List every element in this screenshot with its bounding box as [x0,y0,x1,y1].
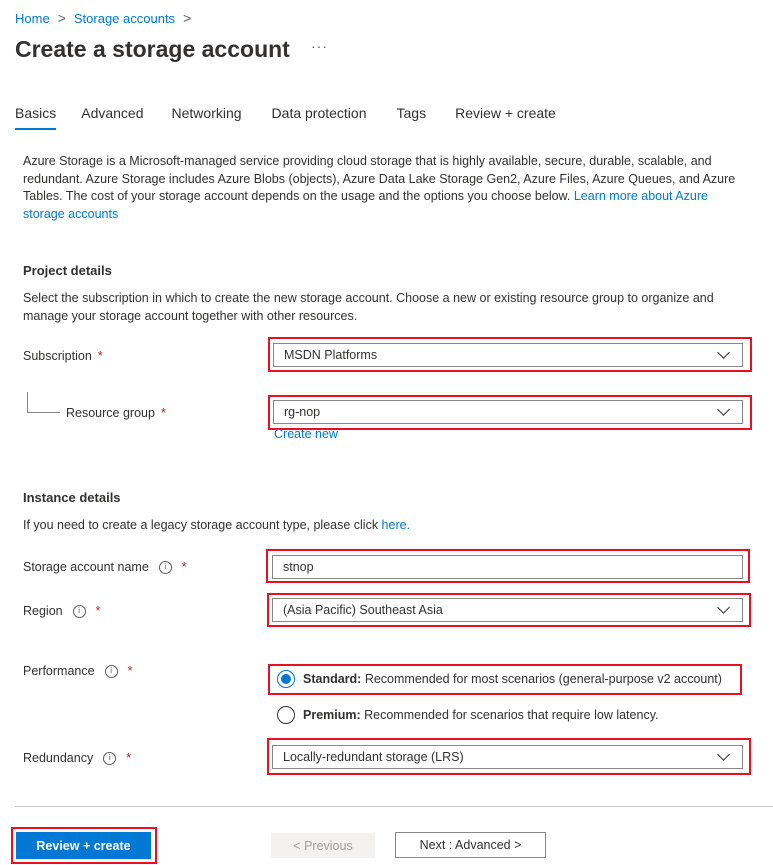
performance-standard-option[interactable] [277,670,722,688]
resource-group-label-text: Resource group [66,406,155,420]
redundancy-dropdown[interactable] [272,745,743,769]
radio-unchecked-icon [277,706,295,724]
required-mark: * [126,751,132,765]
chevron-down-icon [717,748,730,761]
intro-text: Azure Storage is a Microsoft-managed service providing cloud storage that is highly available, secure, durable, scalable, and redundant. Azure Storage includes Azure Blobs (objects), Azure Data Lake Storage Gen2, Azure Files, Azure Queues, and Azure Tables. The cost of your storage account depends on the usage and the options you choose below. [23,154,736,203]
region-value: (Asia Pacific) Southeast Asia [283,603,443,617]
region-label-text: Region [23,604,63,618]
instance-details-heading: Instance details [23,490,121,505]
subscription-label-text: Subscription [23,349,92,363]
premium-label: Premium: Recommended for scenarios that require low latency. [303,708,659,722]
info-icon[interactable]: i [105,665,118,678]
tab-basics[interactable]: Basics [15,105,56,130]
storage-account-name-label [23,560,187,574]
footer-divider [15,806,773,807]
region-dropdown[interactable] [272,598,743,622]
intro-description [23,153,748,223]
page-title: Create a storage account [15,36,290,62]
info-icon[interactable]: i [159,561,172,574]
tree-connector [27,392,60,413]
subscription-value: MSDN Platforms [284,348,378,362]
chevron-right-icon: > [183,10,192,26]
create-new-link[interactable]: Create new [274,427,338,441]
review-create-button[interactable]: Review + create [16,832,151,859]
resource-group-label [66,406,166,420]
performance-label [23,664,132,678]
performance-label-text: Performance [23,664,95,678]
resource-group-value: rg-nop [284,405,321,419]
tab-data-protection[interactable]: Data protection [271,105,367,121]
chevron-down-icon [717,601,730,614]
tab-tags[interactable]: Tags [396,105,427,121]
redundancy-value: Locally-redundant storage (LRS) [283,750,464,764]
redundancy-label-text: Redundancy [23,751,94,765]
tab-networking[interactable]: Networking [171,105,242,121]
redundancy-label [23,751,131,765]
legacy-text: If you need to create a legacy storage account type, please click [23,518,382,532]
info-icon[interactable]: i [73,605,86,618]
learn-more-link[interactable]: Learn more about Azure storage accounts [23,189,708,221]
radio-checked-icon [277,670,295,688]
required-mark: * [181,560,187,574]
more-options-icon[interactable]: ··· [311,38,328,54]
legacy-here-link[interactable]: here. [381,518,411,532]
chevron-down-icon [717,403,730,416]
chevron-down-icon [717,346,730,359]
project-details-heading: Project details [23,263,112,278]
info-icon[interactable]: i [103,752,116,765]
tab-advanced[interactable]: Advanced [81,105,144,121]
storage-account-name-input[interactable]: stnop [272,555,743,579]
required-mark: * [97,349,103,363]
subscription-label [23,349,103,363]
resource-group-dropdown[interactable] [273,400,743,424]
required-mark: * [95,604,101,618]
subscription-dropdown[interactable] [273,343,743,367]
standard-label: Standard: Recommended for most scenarios (general-purpose v2 account) [303,672,722,686]
instance-details-description [23,517,410,535]
breadcrumb [15,10,191,26]
required-mark: * [160,406,166,420]
tab-bar [15,105,556,130]
previous-button[interactable]: < Previous [271,833,375,858]
region-label [23,604,101,618]
required-mark: * [127,664,133,678]
breadcrumb-home-link[interactable]: Home [15,10,50,26]
storage-account-name-label-text: Storage account name [23,560,149,574]
performance-premium-option[interactable] [277,706,658,724]
project-details-description: Select the subscription in which to create the new storage account. Choose a new or existing resource group to organize and manage your storage account together with other resources. [23,291,714,323]
breadcrumb-storage-accounts-link[interactable]: Storage accounts [73,10,176,26]
next-advanced-button[interactable]: Next : Advanced > [395,832,546,858]
tab-review-create[interactable]: Review + create [455,105,556,121]
chevron-right-icon: > [57,10,66,26]
